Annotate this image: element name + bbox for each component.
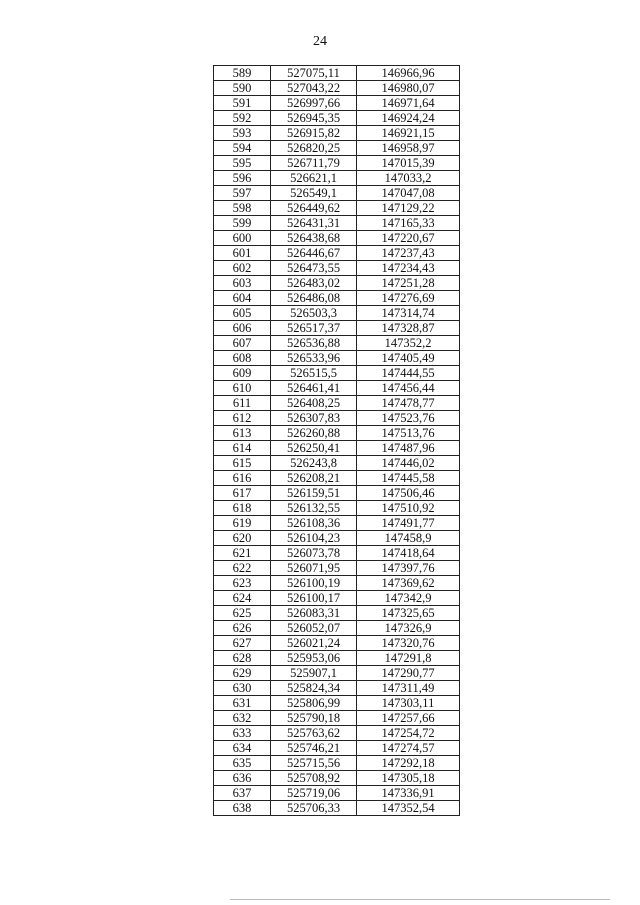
point-number-cell: 589	[214, 66, 271, 81]
table-row	[214, 651, 460, 666]
table-row	[214, 351, 460, 366]
y-coordinate-cell: 147510,92	[357, 501, 460, 516]
y-coordinate-cell: 146971,64	[357, 96, 460, 111]
point-number-cell: 628	[214, 651, 271, 666]
x-coordinate-cell: 526083,31	[271, 606, 357, 621]
point-number-cell: 611	[214, 396, 271, 411]
y-coordinate-cell: 147033,2	[357, 171, 460, 186]
point-number-cell: 596	[214, 171, 271, 186]
coordinates-table-body	[214, 66, 460, 816]
y-coordinate-cell: 147397,76	[357, 561, 460, 576]
y-coordinate-cell: 147290,77	[357, 666, 460, 681]
table-row	[214, 501, 460, 516]
x-coordinate-cell: 526945,35	[271, 111, 357, 126]
x-coordinate-cell: 526449,62	[271, 201, 357, 216]
y-coordinate-cell: 146958,97	[357, 141, 460, 156]
x-coordinate-cell: 525824,34	[271, 681, 357, 696]
table-row	[214, 711, 460, 726]
y-coordinate-cell: 147478,77	[357, 396, 460, 411]
point-number-cell: 593	[214, 126, 271, 141]
x-coordinate-cell: 526533,96	[271, 351, 357, 366]
point-number-cell: 636	[214, 771, 271, 786]
table-row	[214, 516, 460, 531]
table-row	[214, 621, 460, 636]
x-coordinate-cell: 526108,36	[271, 516, 357, 531]
point-number-cell: 597	[214, 186, 271, 201]
x-coordinate-cell: 526473,55	[271, 261, 357, 276]
table-row	[214, 366, 460, 381]
table-row	[214, 531, 460, 546]
x-coordinate-cell: 526073,78	[271, 546, 357, 561]
table-row	[214, 276, 460, 291]
table-row	[214, 471, 460, 486]
point-number-cell: 630	[214, 681, 271, 696]
y-coordinate-cell: 147257,66	[357, 711, 460, 726]
point-number-cell: 626	[214, 621, 271, 636]
table-row	[214, 111, 460, 126]
table-row	[214, 636, 460, 651]
x-coordinate-cell: 526549,1	[271, 186, 357, 201]
point-number-cell: 637	[214, 786, 271, 801]
table-row	[214, 666, 460, 681]
x-coordinate-cell: 525953,06	[271, 651, 357, 666]
x-coordinate-cell: 526431,31	[271, 216, 357, 231]
point-number-cell: 616	[214, 471, 271, 486]
table-row	[214, 486, 460, 501]
table-row	[214, 156, 460, 171]
x-coordinate-cell: 526438,68	[271, 231, 357, 246]
y-coordinate-cell: 147369,62	[357, 576, 460, 591]
x-coordinate-cell: 526021,24	[271, 636, 357, 651]
table-row	[214, 216, 460, 231]
table-row	[214, 801, 460, 816]
y-coordinate-cell: 146966,96	[357, 66, 460, 81]
x-coordinate-cell: 525706,33	[271, 801, 357, 816]
x-coordinate-cell: 526915,82	[271, 126, 357, 141]
point-number-cell: 606	[214, 321, 271, 336]
y-coordinate-cell: 147446,02	[357, 456, 460, 471]
x-coordinate-cell: 525907,1	[271, 666, 357, 681]
table-row	[214, 66, 460, 81]
table-row	[214, 96, 460, 111]
y-coordinate-cell: 146921,15	[357, 126, 460, 141]
y-coordinate-cell: 147276,69	[357, 291, 460, 306]
table-row	[214, 291, 460, 306]
x-coordinate-cell: 526260,88	[271, 426, 357, 441]
x-coordinate-cell: 526250,41	[271, 441, 357, 456]
table-row	[214, 261, 460, 276]
point-number-cell: 610	[214, 381, 271, 396]
point-number-cell: 605	[214, 306, 271, 321]
y-coordinate-cell: 147291,8	[357, 651, 460, 666]
table-row	[214, 231, 460, 246]
point-number-cell: 638	[214, 801, 271, 816]
y-coordinate-cell: 147047,08	[357, 186, 460, 201]
x-coordinate-cell: 526517,37	[271, 321, 357, 336]
y-coordinate-cell: 147274,57	[357, 741, 460, 756]
table-row	[214, 171, 460, 186]
table-row	[214, 456, 460, 471]
table-row	[214, 201, 460, 216]
point-number-cell: 632	[214, 711, 271, 726]
y-coordinate-cell: 147234,43	[357, 261, 460, 276]
point-number-cell: 609	[214, 366, 271, 381]
table-row	[214, 786, 460, 801]
x-coordinate-cell: 526461,41	[271, 381, 357, 396]
y-coordinate-cell: 147342,9	[357, 591, 460, 606]
point-number-cell: 598	[214, 201, 271, 216]
table-row	[214, 186, 460, 201]
table-row	[214, 321, 460, 336]
point-number-cell: 622	[214, 561, 271, 576]
point-number-cell: 601	[214, 246, 271, 261]
table-row	[214, 381, 460, 396]
x-coordinate-cell: 526307,83	[271, 411, 357, 426]
page-number: 24	[313, 34, 327, 49]
x-coordinate-cell: 526104,23	[271, 531, 357, 546]
coordinates-table	[213, 65, 460, 816]
y-coordinate-cell: 147237,43	[357, 246, 460, 261]
point-number-cell: 631	[214, 696, 271, 711]
point-number-cell: 620	[214, 531, 271, 546]
y-coordinate-cell: 147129,22	[357, 201, 460, 216]
y-coordinate-cell: 147320,76	[357, 636, 460, 651]
y-coordinate-cell: 147513,76	[357, 426, 460, 441]
y-coordinate-cell: 147292,18	[357, 756, 460, 771]
y-coordinate-cell: 147487,96	[357, 441, 460, 456]
point-number-cell: 612	[214, 411, 271, 426]
y-coordinate-cell: 146980,07	[357, 81, 460, 96]
table-row	[214, 396, 460, 411]
y-coordinate-cell: 147254,72	[357, 726, 460, 741]
point-number-cell: 634	[214, 741, 271, 756]
point-number-cell: 624	[214, 591, 271, 606]
point-number-cell: 603	[214, 276, 271, 291]
point-number-cell: 617	[214, 486, 271, 501]
x-coordinate-cell: 526408,25	[271, 396, 357, 411]
table-row	[214, 606, 460, 621]
point-number-cell: 600	[214, 231, 271, 246]
point-number-cell: 590	[214, 81, 271, 96]
x-coordinate-cell: 526052,07	[271, 621, 357, 636]
table-row	[214, 306, 460, 321]
point-number-cell: 604	[214, 291, 271, 306]
table-row	[214, 246, 460, 261]
table-row	[214, 426, 460, 441]
x-coordinate-cell: 526483,02	[271, 276, 357, 291]
y-coordinate-cell: 147445,58	[357, 471, 460, 486]
table-row	[214, 141, 460, 156]
y-coordinate-cell: 147405,49	[357, 351, 460, 366]
x-coordinate-cell: 527075,11	[271, 66, 357, 81]
x-coordinate-cell: 526621,1	[271, 171, 357, 186]
table-row	[214, 546, 460, 561]
x-coordinate-cell: 527043,22	[271, 81, 357, 96]
x-coordinate-cell: 526446,67	[271, 246, 357, 261]
y-coordinate-cell: 147303,11	[357, 696, 460, 711]
y-coordinate-cell: 147456,44	[357, 381, 460, 396]
x-coordinate-cell: 526515,5	[271, 366, 357, 381]
point-number-cell: 595	[214, 156, 271, 171]
x-coordinate-cell: 525708,92	[271, 771, 357, 786]
y-coordinate-cell: 147326,9	[357, 621, 460, 636]
table-row	[214, 576, 460, 591]
x-coordinate-cell: 525746,21	[271, 741, 357, 756]
point-number-cell: 633	[214, 726, 271, 741]
y-coordinate-cell: 147251,28	[357, 276, 460, 291]
x-coordinate-cell: 525763,62	[271, 726, 357, 741]
point-number-cell: 625	[214, 606, 271, 621]
x-coordinate-cell: 526997,66	[271, 96, 357, 111]
x-coordinate-cell: 526100,17	[271, 591, 357, 606]
y-coordinate-cell: 147418,64	[357, 546, 460, 561]
x-coordinate-cell: 526820,25	[271, 141, 357, 156]
table-row	[214, 771, 460, 786]
table-row	[214, 336, 460, 351]
point-number-cell: 618	[214, 501, 271, 516]
point-number-cell: 594	[214, 141, 271, 156]
table-row	[214, 441, 460, 456]
x-coordinate-cell: 526536,88	[271, 336, 357, 351]
point-number-cell: 591	[214, 96, 271, 111]
point-number-cell: 599	[214, 216, 271, 231]
table-row	[214, 561, 460, 576]
y-coordinate-cell: 147352,54	[357, 801, 460, 816]
x-coordinate-cell: 526132,55	[271, 501, 357, 516]
point-number-cell: 635	[214, 756, 271, 771]
y-coordinate-cell: 147336,91	[357, 786, 460, 801]
x-coordinate-cell: 526208,21	[271, 471, 357, 486]
x-coordinate-cell: 525719,06	[271, 786, 357, 801]
y-coordinate-cell: 147314,74	[357, 306, 460, 321]
point-number-cell: 608	[214, 351, 271, 366]
point-number-cell: 614	[214, 441, 271, 456]
point-number-cell: 592	[214, 111, 271, 126]
point-number-cell: 623	[214, 576, 271, 591]
table-row	[214, 681, 460, 696]
y-coordinate-cell: 147220,67	[357, 231, 460, 246]
table-row	[214, 726, 460, 741]
x-coordinate-cell: 525715,56	[271, 756, 357, 771]
y-coordinate-cell: 147325,65	[357, 606, 460, 621]
x-coordinate-cell: 526711,79	[271, 156, 357, 171]
point-number-cell: 629	[214, 666, 271, 681]
y-coordinate-cell: 147015,39	[357, 156, 460, 171]
x-coordinate-cell: 526486,08	[271, 291, 357, 306]
point-number-cell: 627	[214, 636, 271, 651]
x-coordinate-cell: 526503,3	[271, 306, 357, 321]
point-number-cell: 615	[214, 456, 271, 471]
x-coordinate-cell: 526100,19	[271, 576, 357, 591]
table-row	[214, 756, 460, 771]
point-number-cell: 602	[214, 261, 271, 276]
y-coordinate-cell: 147458,9	[357, 531, 460, 546]
point-number-cell: 619	[214, 516, 271, 531]
y-coordinate-cell: 147352,2	[357, 336, 460, 351]
table-row	[214, 81, 460, 96]
y-coordinate-cell: 147311,49	[357, 681, 460, 696]
table-row	[214, 591, 460, 606]
point-number-cell: 621	[214, 546, 271, 561]
x-coordinate-cell: 526159,51	[271, 486, 357, 501]
x-coordinate-cell: 526243,8	[271, 456, 357, 471]
y-coordinate-cell: 147165,33	[357, 216, 460, 231]
table-row	[214, 411, 460, 426]
table-row	[214, 126, 460, 141]
x-coordinate-cell: 525790,18	[271, 711, 357, 726]
y-coordinate-cell: 147328,87	[357, 321, 460, 336]
point-number-cell: 613	[214, 426, 271, 441]
table-row	[214, 741, 460, 756]
y-coordinate-cell: 147523,76	[357, 411, 460, 426]
point-number-cell: 607	[214, 336, 271, 351]
y-coordinate-cell: 147506,46	[357, 486, 460, 501]
x-coordinate-cell: 526071,95	[271, 561, 357, 576]
y-coordinate-cell: 146924,24	[357, 111, 460, 126]
page-bottom-rule	[230, 899, 610, 900]
y-coordinate-cell: 147444,55	[357, 366, 460, 381]
table-row	[214, 696, 460, 711]
y-coordinate-cell: 147305,18	[357, 771, 460, 786]
x-coordinate-cell: 525806,99	[271, 696, 357, 711]
y-coordinate-cell: 147491,77	[357, 516, 460, 531]
